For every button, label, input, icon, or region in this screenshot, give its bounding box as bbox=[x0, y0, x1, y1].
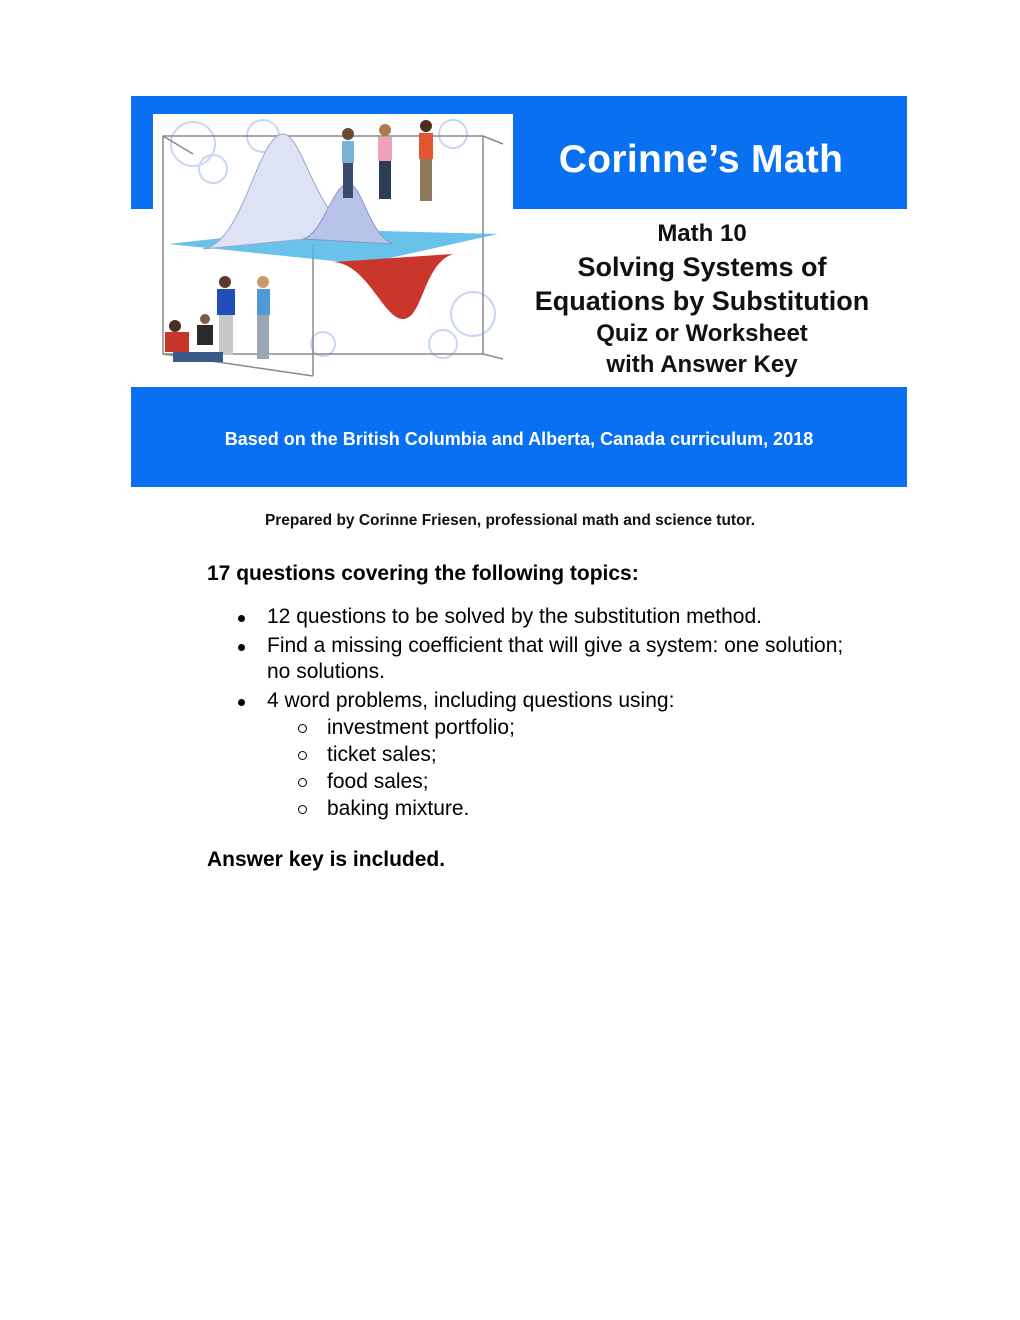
summary-heading: 17 questions covering the following topics: bbox=[207, 562, 639, 585]
word-problem-text: ticket sales; bbox=[327, 743, 437, 766]
students-3d-graph-illustration bbox=[153, 114, 513, 380]
circle-bullet-icon bbox=[298, 778, 307, 787]
word-problem-list bbox=[267, 714, 847, 822]
list-item bbox=[267, 714, 847, 741]
topic-title-line-1: Solving Systems of bbox=[577, 252, 827, 282]
cover-banner bbox=[131, 96, 907, 487]
bullet-icon bbox=[238, 699, 245, 706]
curriculum-note: Based on the British Columbia and Alberta, Canada curriculum, 2018 bbox=[224, 429, 814, 449]
format-line-2: with Answer Key bbox=[606, 351, 798, 378]
circle-bullet-icon bbox=[298, 805, 307, 814]
list-item bbox=[267, 741, 847, 768]
list-item bbox=[267, 795, 847, 822]
prepared-by: Prepared by Corinne Friesen, professional math and science tutor. bbox=[264, 512, 756, 529]
course-name: Math 10 bbox=[657, 220, 747, 247]
list-item bbox=[207, 604, 847, 630]
brand-title: Corinne’s Math bbox=[558, 138, 844, 181]
topic-list bbox=[207, 604, 847, 822]
bullet-icon bbox=[238, 615, 245, 622]
circle-bullet-icon bbox=[298, 751, 307, 760]
list-item bbox=[267, 768, 847, 795]
topic-text: Find a missing coefficient that will give a system: one solution; no solutions. bbox=[267, 634, 844, 683]
word-problem-text: baking mixture. bbox=[327, 797, 470, 820]
list-item bbox=[207, 688, 847, 822]
circle-bullet-icon bbox=[298, 724, 307, 733]
summary-section bbox=[207, 560, 847, 825]
format-line-1: Quiz or Worksheet bbox=[596, 320, 808, 347]
list-item bbox=[207, 633, 847, 685]
answer-key-note: Answer key is included. bbox=[207, 848, 446, 871]
word-problem-text: food sales; bbox=[327, 770, 429, 793]
topic-text: 12 questions to be solved by the substitution method. bbox=[267, 605, 762, 628]
topic-title-line-2: Equations by Substitution bbox=[534, 286, 870, 316]
topic-text: 4 word problems, including questions using: bbox=[267, 689, 675, 712]
word-problem-text: investment portfolio; bbox=[327, 716, 515, 739]
product-title-block bbox=[509, 218, 895, 380]
bullet-icon bbox=[238, 644, 245, 651]
